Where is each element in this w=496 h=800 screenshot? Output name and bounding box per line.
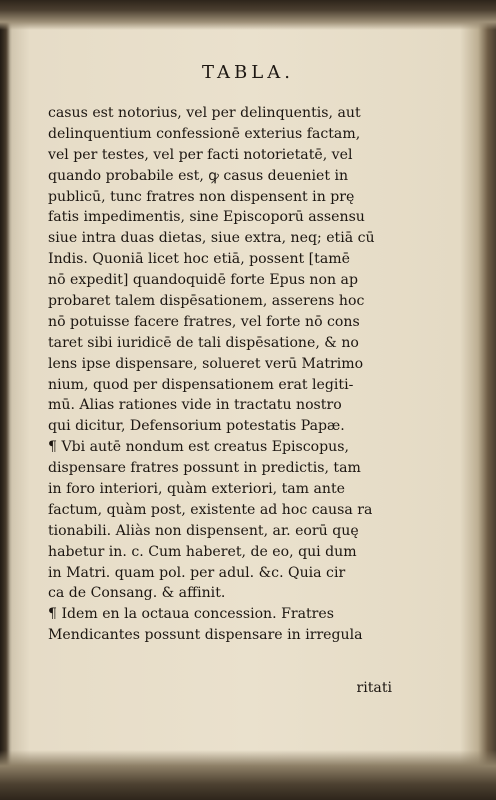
text-line: nium, quod per dispensationem erat legiti- [48, 376, 354, 393]
body-text [48, 103, 408, 646]
text-line: siue intra duas dietas, siue extra, neq; etiā cū [48, 230, 375, 247]
catchword: ritati [356, 680, 392, 696]
text-line: probaret talem dispēsationem, asserens hoc [48, 293, 365, 310]
spine-shadow [0, 0, 12, 800]
text-line: lens ipse dispensare, solueret verū Matrimo [48, 355, 364, 372]
text-line: in Matri. quam pol. per adul. &c. Quia cir [48, 564, 346, 581]
text-line: Indis. Quoniā licet hoc etiā, possent [tamē [48, 251, 350, 268]
text-line: vel per testes, vel per facti notorietatē, vel [48, 146, 353, 163]
bottom-page-edge [0, 750, 496, 800]
top-page-edge [0, 0, 496, 30]
text-line: nō expedit] quandoquidē forte Epus non ap [48, 272, 358, 289]
text-line: publicū, tunc fratres non dispensent in prę [48, 188, 355, 205]
text-line: nō potuisse facere fratres, vel forte nō cons [48, 313, 360, 330]
text-line: delinquentium confessionē exterius factam, [48, 125, 361, 142]
text-line: quando probabile est, ꝙ casus deueniet in [48, 167, 349, 184]
text-line: qui dicitur, Defensorium potestatis Papæ. [48, 418, 345, 435]
text-line: factum, quàm post, existente ad hoc causa ra [48, 501, 373, 518]
page-title: TABLA. [202, 62, 294, 83]
text-line: mū. Alias rationes vide in tractatu nostro [48, 397, 342, 414]
text-line: dispensare fratres possunt in predictis, tam [48, 460, 361, 477]
text-line: in foro interiori, quàm exteriori, tam ante [48, 481, 345, 498]
text-line: casus est notorius, vel per delinquentis, aut [48, 105, 361, 121]
text-line: ¶ Idem en la octaua concession. Fratres [48, 606, 334, 623]
text-line: tionabili. Aliàs non dispensent, ar. eorū quę [48, 522, 359, 539]
text-line: taret sibi iuridicē de tali dispēsatione, & no [48, 334, 359, 351]
text-line: Mendicantes possunt dispensare in irregula [48, 627, 363, 644]
text-line: ¶ Vbi autē nondum est creatus Episcopus, [48, 439, 349, 456]
text-line: habetur in. c. Cum haberet, de eo, qui dum [48, 543, 357, 560]
text-line: ca de Consang. & affinit. [48, 585, 226, 602]
text-line: fatis impedimentis, sine Episcoporū assensu [48, 209, 365, 226]
